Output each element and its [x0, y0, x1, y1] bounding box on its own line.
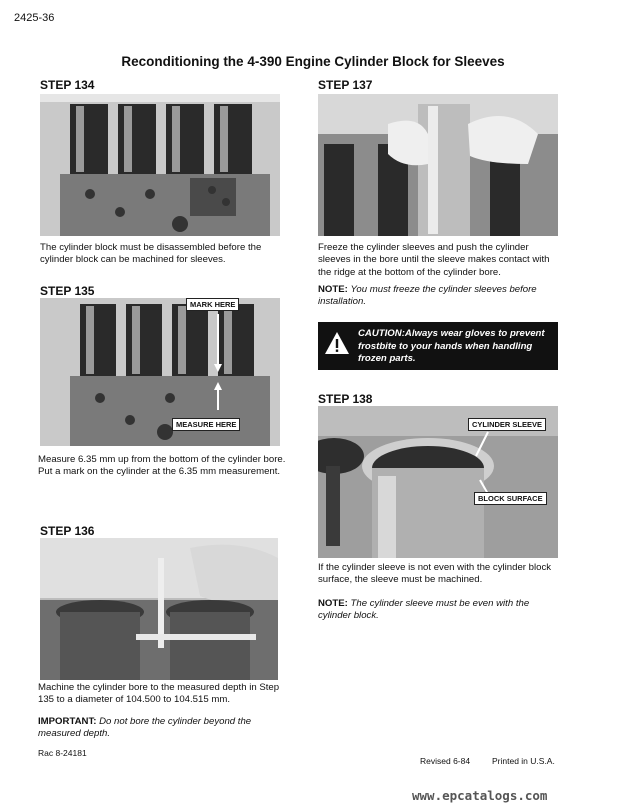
step-135-photo	[40, 298, 280, 446]
watermark: www.epcatalogs.com	[412, 788, 548, 803]
step-136-text: Machine the cylinder bore to the measured depth in Step 135 to a diameter of 104.500 to 104.515 mm.	[38, 682, 280, 706]
measure-here-callout: MEASURE HERE	[172, 418, 240, 431]
step-135-text: Measure 6.35 mm up from the bottom of the cylinder bore. Put a mark on the cylinder at the 6.35 mm measurement.	[38, 454, 286, 478]
caution-box	[318, 322, 558, 370]
note-text: The cylinder sleeve must be even with the cylinder block.	[318, 598, 530, 622]
mark-here-callout: MARK HERE	[186, 298, 239, 311]
footer-code: Rac 8-24181	[38, 748, 87, 758]
step-134-heading: STEP 134	[40, 78, 95, 92]
note-text: You must freeze the cylinder sleeves before installation.	[318, 284, 537, 308]
footer-printed: Printed in U.S.A.	[492, 756, 555, 766]
caution-content	[358, 328, 554, 366]
note-label: NOTE:	[318, 284, 348, 295]
footer-revised: Revised 6-84	[420, 756, 471, 766]
step-137-note	[318, 284, 562, 309]
cylinder-sleeve-callout: CYLINDER SLEEVE	[468, 418, 546, 431]
step-137-heading: STEP 137	[318, 78, 373, 92]
note-label: NOTE:	[318, 598, 348, 609]
step-138-text: If the cylinder sleeve is not even with the cylinder block surface, the sleeve must be machined.	[318, 562, 552, 586]
page-number: 2425-36	[14, 12, 55, 24]
step-137-photo	[318, 94, 558, 236]
step-138-heading: STEP 138	[318, 392, 373, 406]
block-surface-callout: BLOCK SURFACE	[474, 492, 547, 505]
step-136-important	[38, 716, 282, 741]
step-136-heading: STEP 136	[40, 524, 95, 538]
page-title: Reconditioning the 4-390 Engine Cylinder Block for Sleeves	[121, 54, 505, 69]
step-134-photo	[40, 94, 280, 236]
step-136-photo	[40, 538, 278, 680]
important-text: Do not bore the cylinder beyond the measured depth.	[38, 716, 252, 740]
step-134-text: The cylinder block must be disassembled before the cylinder block can be machined for sleeves.	[40, 242, 262, 266]
step-138-note	[318, 598, 562, 623]
caution-text: Always wear gloves to prevent frostbite to your hands when handling frozen parts.	[358, 328, 545, 364]
important-label: IMPORTANT:	[38, 716, 97, 727]
warning-icon	[324, 330, 350, 356]
step-137-text: Freeze the cylinder sleeves and push the cylinder sleeves in the bore until the sleeve makes contact with the ridge at the bottom of the cylinder bore.	[318, 242, 550, 278]
step-135-heading: STEP 135	[40, 284, 95, 298]
caution-label: CAUTION:	[358, 328, 405, 339]
